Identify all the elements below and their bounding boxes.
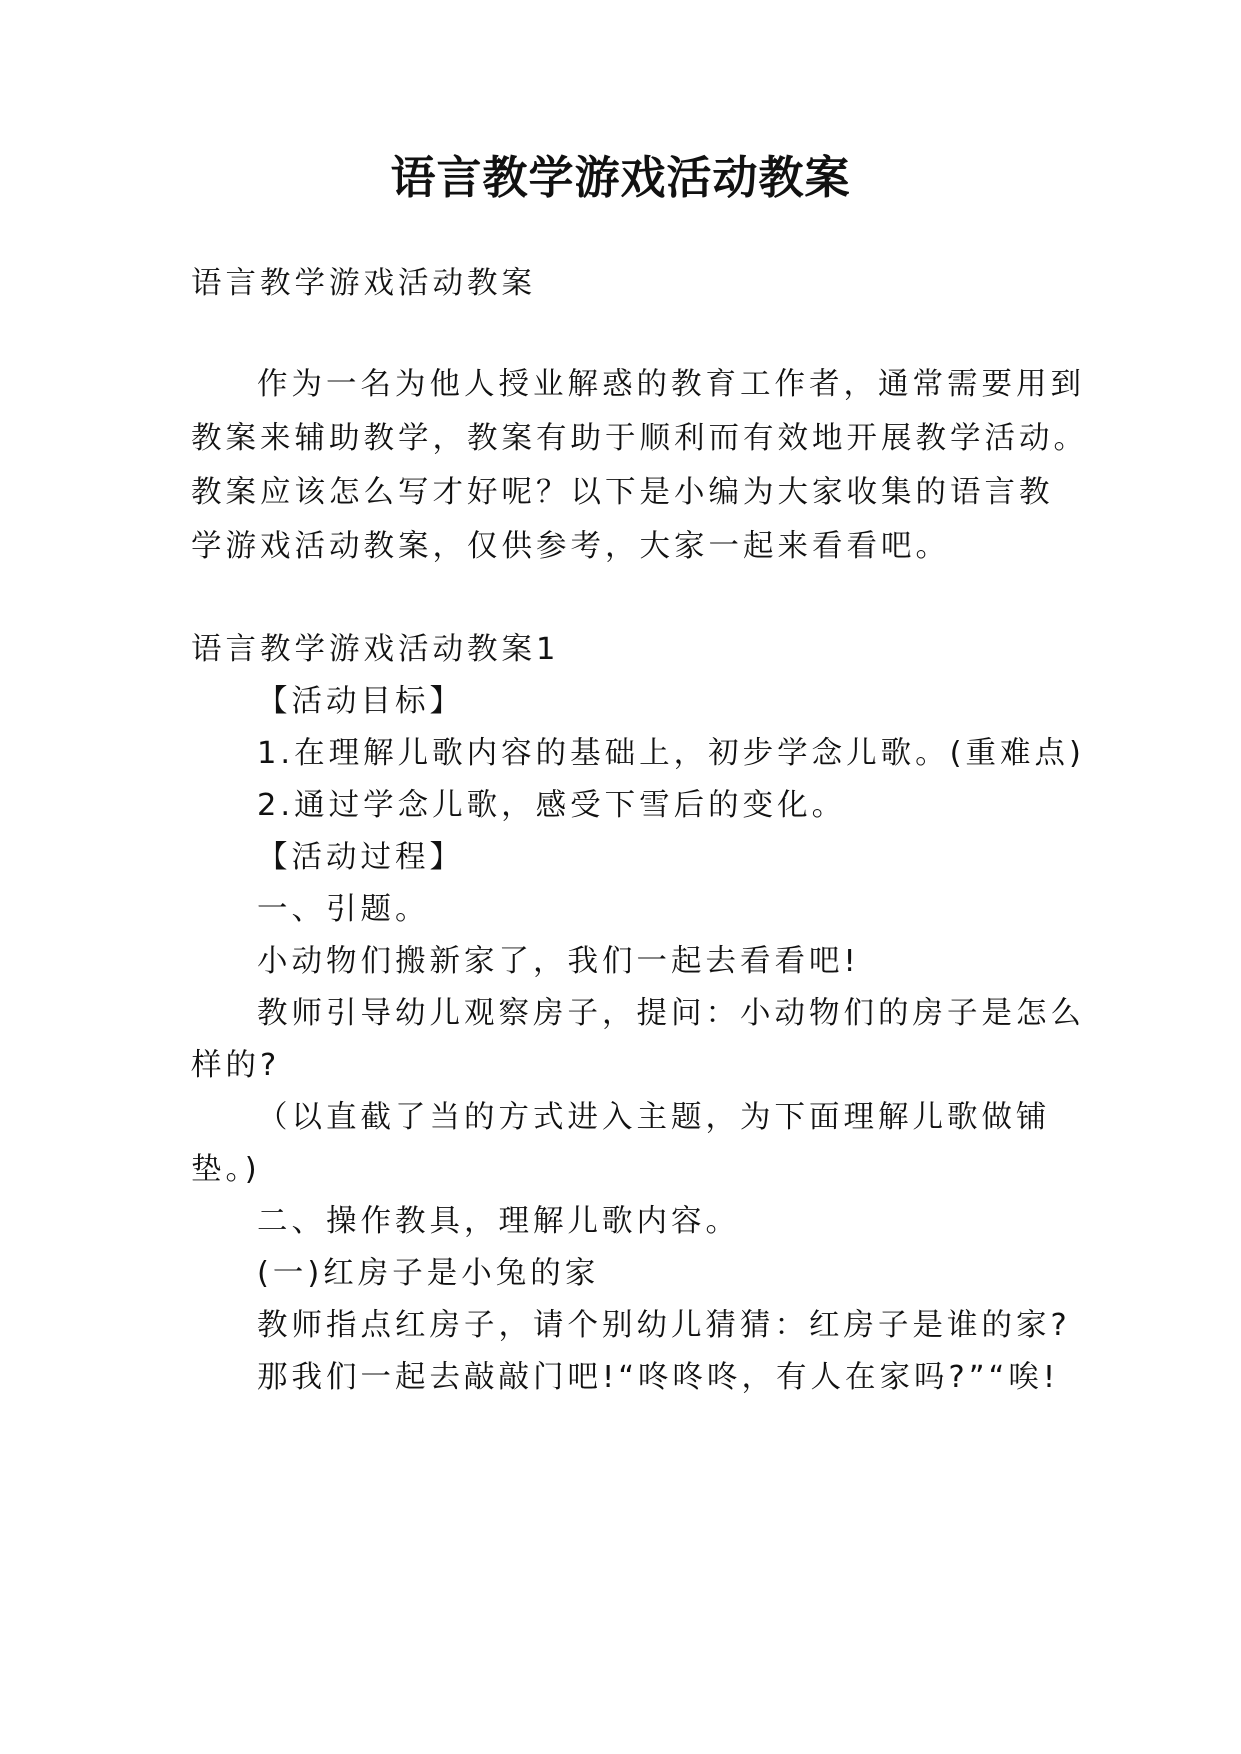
document-subtitle: 语言教学游戏活动教案 — [191, 266, 536, 301]
goals-heading: 【活动目标】 — [257, 684, 464, 719]
document-title: 语言教学游戏活动教案 — [390, 151, 851, 204]
step-1-note-line-2: 垫。) — [191, 1152, 261, 1187]
goal-item-1: 1.在理解儿歌内容的基础上，初步学念儿歌。(重难点) — [257, 736, 1085, 771]
section-heading: 语言教学游戏活动教案1 — [191, 632, 560, 667]
step-1-question-line-1: 教师引导幼儿观察房子，提问：小动物们的房子是怎么 — [257, 996, 1085, 1031]
step-1-note-line-1: （以直截了当的方式进入主题，为下面理解儿歌做铺 — [257, 1100, 1051, 1135]
step-2-subheading: (一)红房子是小兔的家 — [257, 1256, 600, 1291]
intro-line-3: 教案应该怎么写才好呢？以下是小编为大家收集的语言教 — [191, 475, 1054, 510]
intro-line-2: 教案来辅助教学，教案有助于顺利而有效地开展教学活动。 — [191, 421, 1088, 456]
step-1-question-line-2: 样的? — [191, 1048, 281, 1083]
intro-line-4: 学游戏活动教案，仅供参考，大家一起来看看吧。 — [191, 529, 950, 564]
step-2-heading: 二、操作教具，理解儿歌内容。 — [257, 1204, 740, 1239]
process-heading: 【活动过程】 — [257, 840, 464, 875]
step-1-text: 小动物们搬新家了，我们一起去看看吧! — [257, 944, 860, 979]
step-1-heading: 一、引题。 — [257, 892, 430, 927]
step-2-text-1: 教师指点红房子，请个别幼儿猜猜：红房子是谁的家? — [257, 1308, 1071, 1343]
step-2-text-2: 那我们一起去敲敲门吧!“咚咚咚，有人在家吗?”“唉! — [257, 1360, 1060, 1395]
intro-line-1: 作为一名为他人授业解惑的教育工作者，通常需要用到 — [257, 367, 1085, 402]
goal-item-2: 2.通过学念儿歌，感受下雪后的变化。 — [257, 788, 847, 823]
